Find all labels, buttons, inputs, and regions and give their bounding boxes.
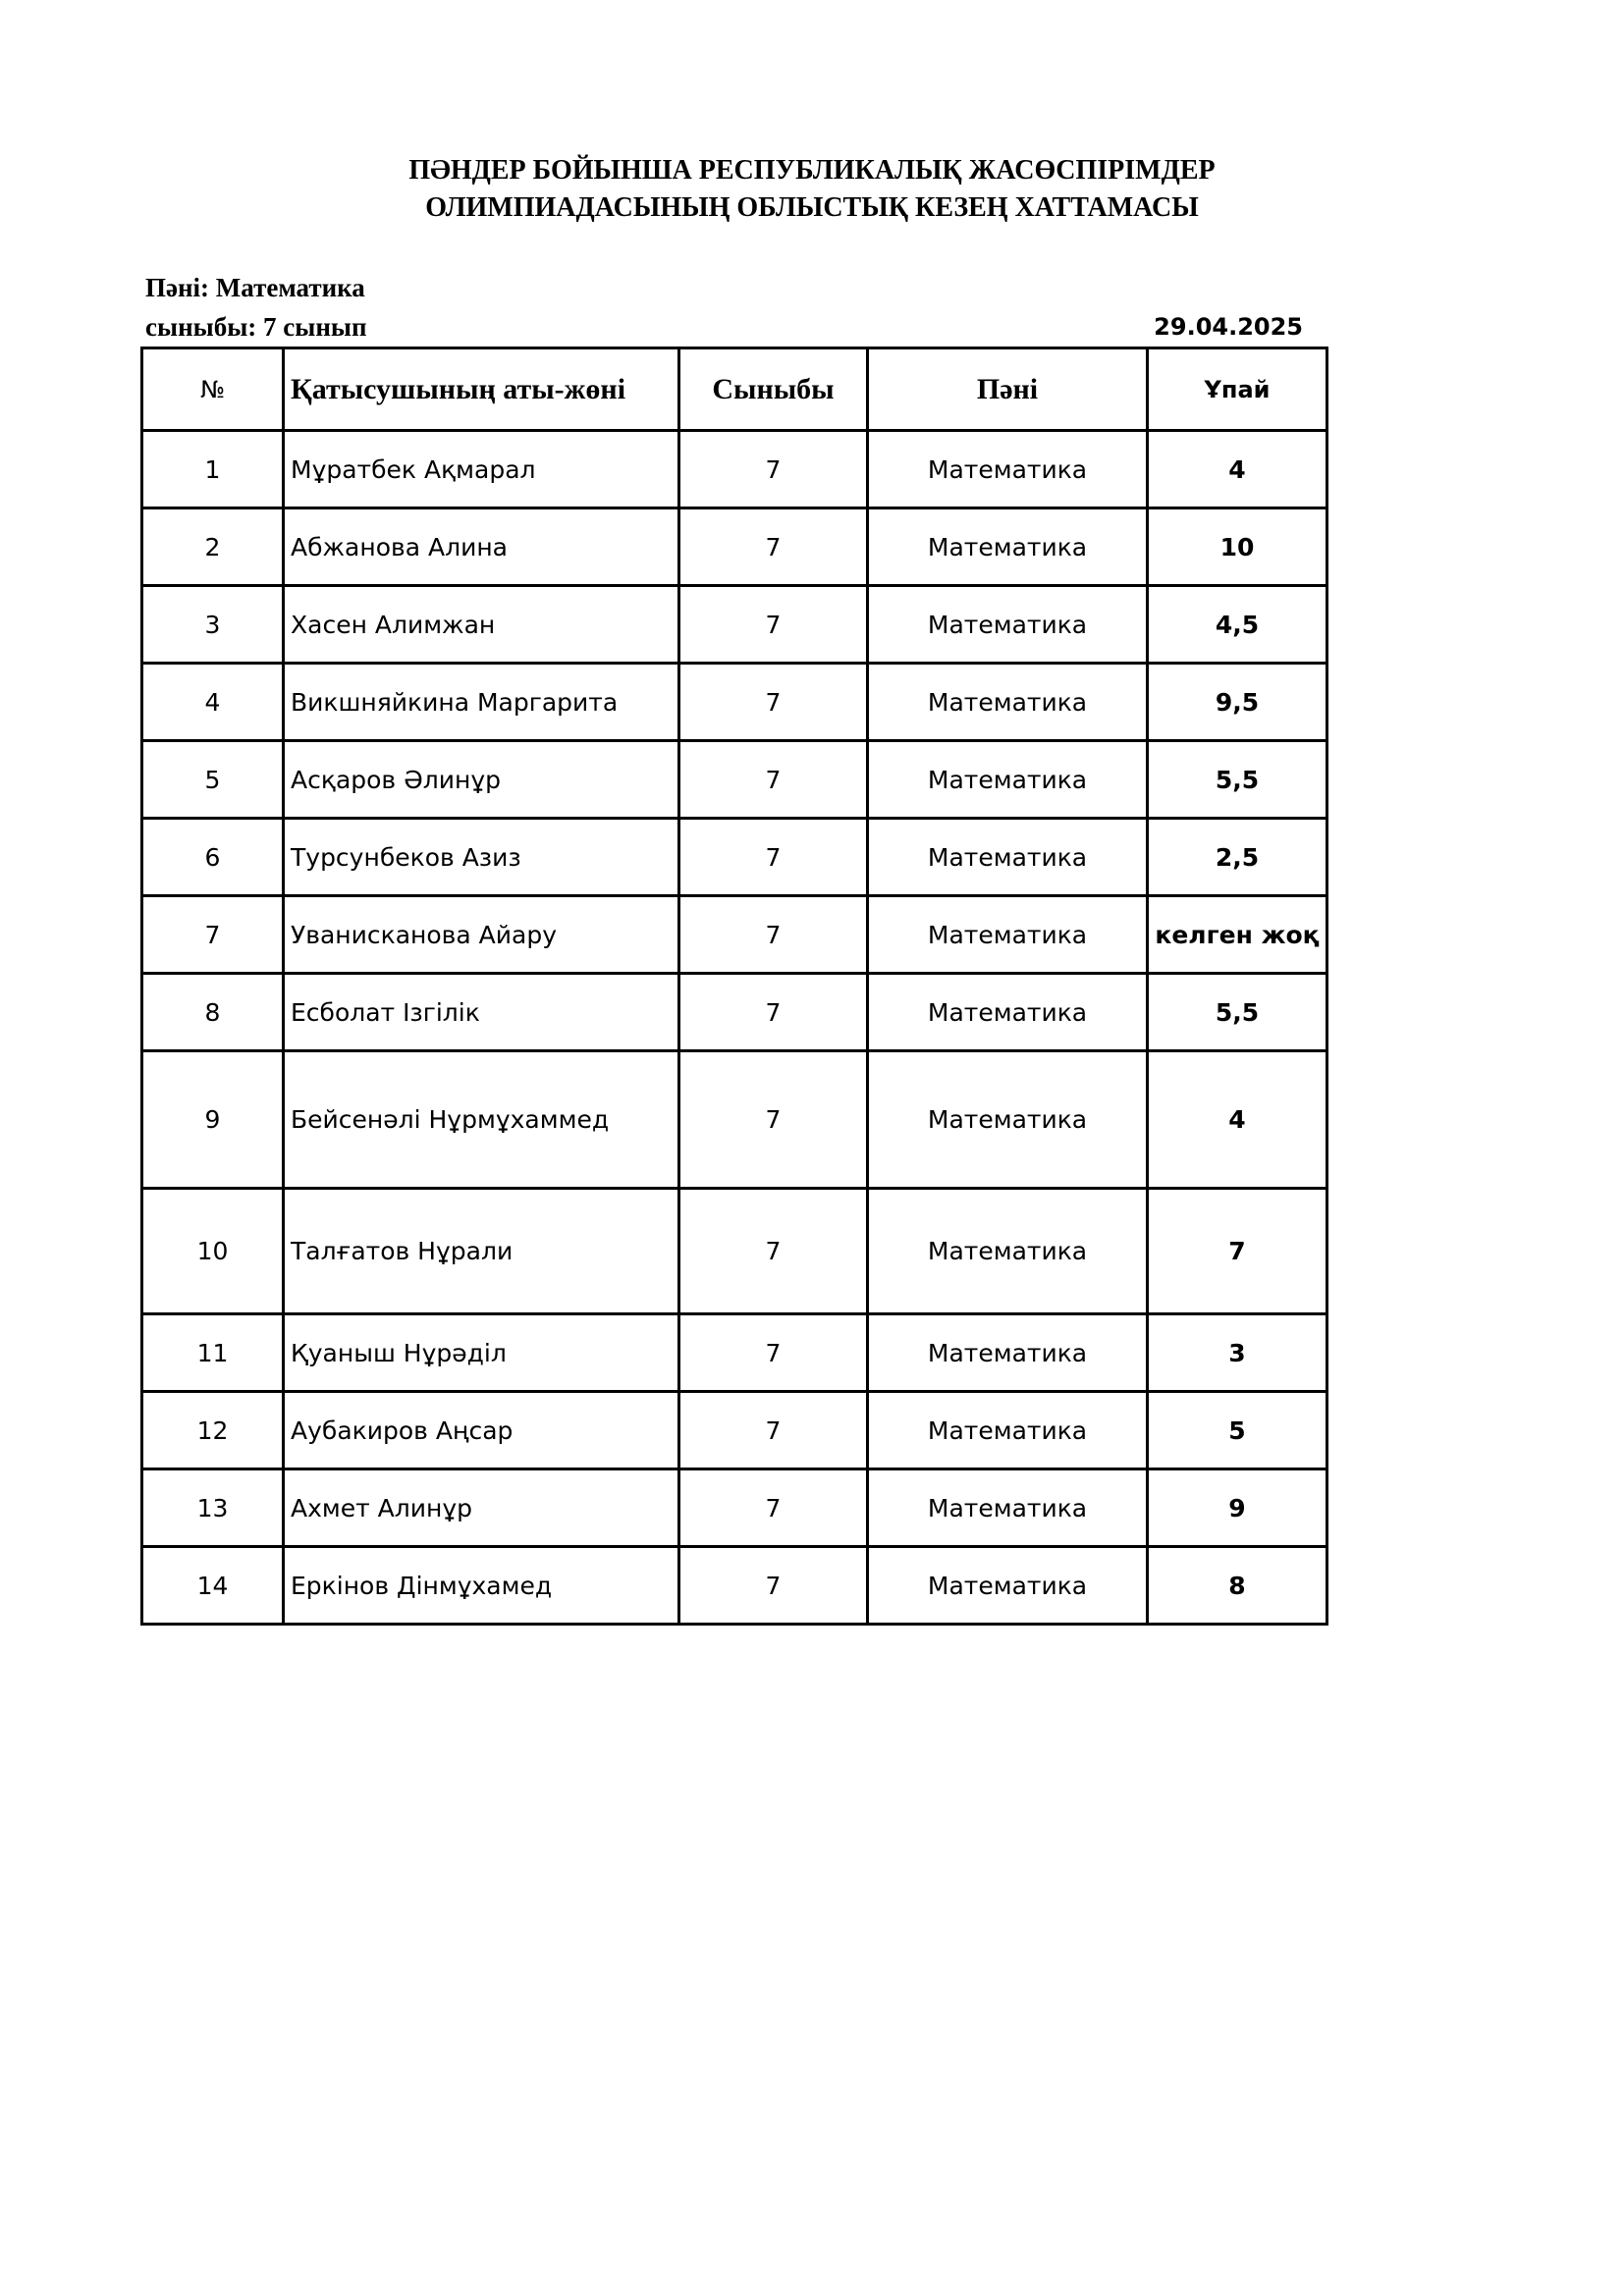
cell-grade: 7 [679, 1314, 868, 1392]
cell-subject: Математика [868, 1189, 1148, 1314]
document-title-line-1: ПӘНДЕР БОЙЫНША РЕСПУБЛИКАЛЫҚ ЖАСӨСПІРІМДЕР [408, 155, 1216, 186]
cell-subject: Математика [868, 1392, 1148, 1469]
cell-grade: 7 [679, 1469, 868, 1547]
cell-subject: Математика [868, 819, 1148, 896]
cell-participant-name: Викшняйкина Маргарита [284, 664, 679, 741]
cell-score: 4 [1148, 431, 1327, 508]
cell-score: 5,5 [1148, 741, 1327, 819]
table-row [142, 896, 1327, 974]
cell-score: 8 [1148, 1547, 1327, 1625]
cell-number: 6 [142, 819, 284, 896]
subject-label: Пәні: Математика [145, 273, 365, 302]
table-row [142, 431, 1327, 508]
cell-participant-name: Есболат Ізгілік [284, 974, 679, 1051]
cell-participant-name: Хасен Алимжан [284, 586, 679, 664]
cell-grade: 7 [679, 819, 868, 896]
cell-number: 8 [142, 974, 284, 1051]
cell-score: 4,5 [1148, 586, 1327, 664]
cell-participant-name: Талғатов Нұрали [284, 1189, 679, 1314]
table-row [142, 1392, 1327, 1469]
cell-participant-name: Қуаныш Нұрәділ [284, 1314, 679, 1392]
cell-score: келген жоқ [1148, 896, 1327, 974]
table-body [142, 431, 1327, 1625]
date-label: 29.04.2025 [1154, 313, 1303, 341]
cell-participant-name: Аубакиров Аңсар [284, 1392, 679, 1469]
cell-participant-name: Турсунбеков Азиз [284, 819, 679, 896]
document-title-line-2: ОЛИМПИАДАСЫНЫҢ ОБЛЫСТЫҚ КЕЗЕҢ ХАТТАМАСЫ [425, 192, 1199, 223]
table-row [142, 1547, 1327, 1625]
cell-subject: Математика [868, 1051, 1148, 1189]
table-row [142, 1314, 1327, 1392]
cell-subject: Математика [868, 508, 1148, 586]
table-row [142, 586, 1327, 664]
cell-subject: Математика [868, 741, 1148, 819]
cell-grade: 7 [679, 974, 868, 1051]
cell-number: 13 [142, 1469, 284, 1547]
cell-score: 5,5 [1148, 974, 1327, 1051]
cell-participant-name: Ахмет Алинұр [284, 1469, 679, 1547]
grade-label: сыныбы: 7 сынып [145, 312, 367, 342]
cell-subject: Математика [868, 1314, 1148, 1392]
cell-grade: 7 [679, 431, 868, 508]
table-row [142, 1469, 1327, 1547]
cell-number: 5 [142, 741, 284, 819]
table-row [142, 1051, 1327, 1189]
cell-number: 7 [142, 896, 284, 974]
header-score: Ұпай [1148, 348, 1327, 431]
table-row [142, 741, 1327, 819]
cell-score: 3 [1148, 1314, 1327, 1392]
results-table [140, 347, 1328, 1626]
cell-score: 10 [1148, 508, 1327, 586]
cell-subject: Математика [868, 586, 1148, 664]
cell-grade: 7 [679, 1392, 868, 1469]
header-grade: Сыныбы [679, 348, 868, 431]
header-subject: Пәні [868, 348, 1148, 431]
cell-number: 14 [142, 1547, 284, 1625]
cell-subject: Математика [868, 974, 1148, 1051]
cell-score: 9,5 [1148, 664, 1327, 741]
cell-number: 11 [142, 1314, 284, 1392]
cell-number: 9 [142, 1051, 284, 1189]
cell-number: 4 [142, 664, 284, 741]
cell-grade: 7 [679, 664, 868, 741]
cell-score: 9 [1148, 1469, 1327, 1547]
cell-grade: 7 [679, 1189, 868, 1314]
cell-grade: 7 [679, 508, 868, 586]
cell-participant-name: Бейсенәлі Нұрмұхаммед [284, 1051, 679, 1189]
cell-score: 4 [1148, 1051, 1327, 1189]
cell-subject: Математика [868, 1469, 1148, 1547]
header-number: № [142, 348, 284, 431]
cell-subject: Математика [868, 431, 1148, 508]
cell-number: 1 [142, 431, 284, 508]
cell-participant-name: Еркінов Дінмұхамед [284, 1547, 679, 1625]
cell-grade: 7 [679, 586, 868, 664]
cell-subject: Математика [868, 1547, 1148, 1625]
cell-number: 3 [142, 586, 284, 664]
cell-number: 10 [142, 1189, 284, 1314]
cell-number: 2 [142, 508, 284, 586]
table-row [142, 664, 1327, 741]
cell-score: 7 [1148, 1189, 1327, 1314]
cell-participant-name: Абжанова Алина [284, 508, 679, 586]
table-row [142, 508, 1327, 586]
cell-grade: 7 [679, 1547, 868, 1625]
cell-grade: 7 [679, 896, 868, 974]
cell-participant-name: Мұратбек Ақмарал [284, 431, 679, 508]
table-row [142, 1189, 1327, 1314]
cell-number: 12 [142, 1392, 284, 1469]
cell-participant-name: Асқаров Әлинұр [284, 741, 679, 819]
table-row [142, 974, 1327, 1051]
cell-subject: Математика [868, 896, 1148, 974]
table-header-row [142, 348, 1327, 431]
cell-score: 2,5 [1148, 819, 1327, 896]
cell-score: 5 [1148, 1392, 1327, 1469]
cell-participant-name: Уванисканова Айару [284, 896, 679, 974]
cell-grade: 7 [679, 741, 868, 819]
header-participant-name: Қатысушының аты-жөні [284, 348, 679, 431]
cell-grade: 7 [679, 1051, 868, 1189]
table-row [142, 819, 1327, 896]
cell-subject: Математика [868, 664, 1148, 741]
